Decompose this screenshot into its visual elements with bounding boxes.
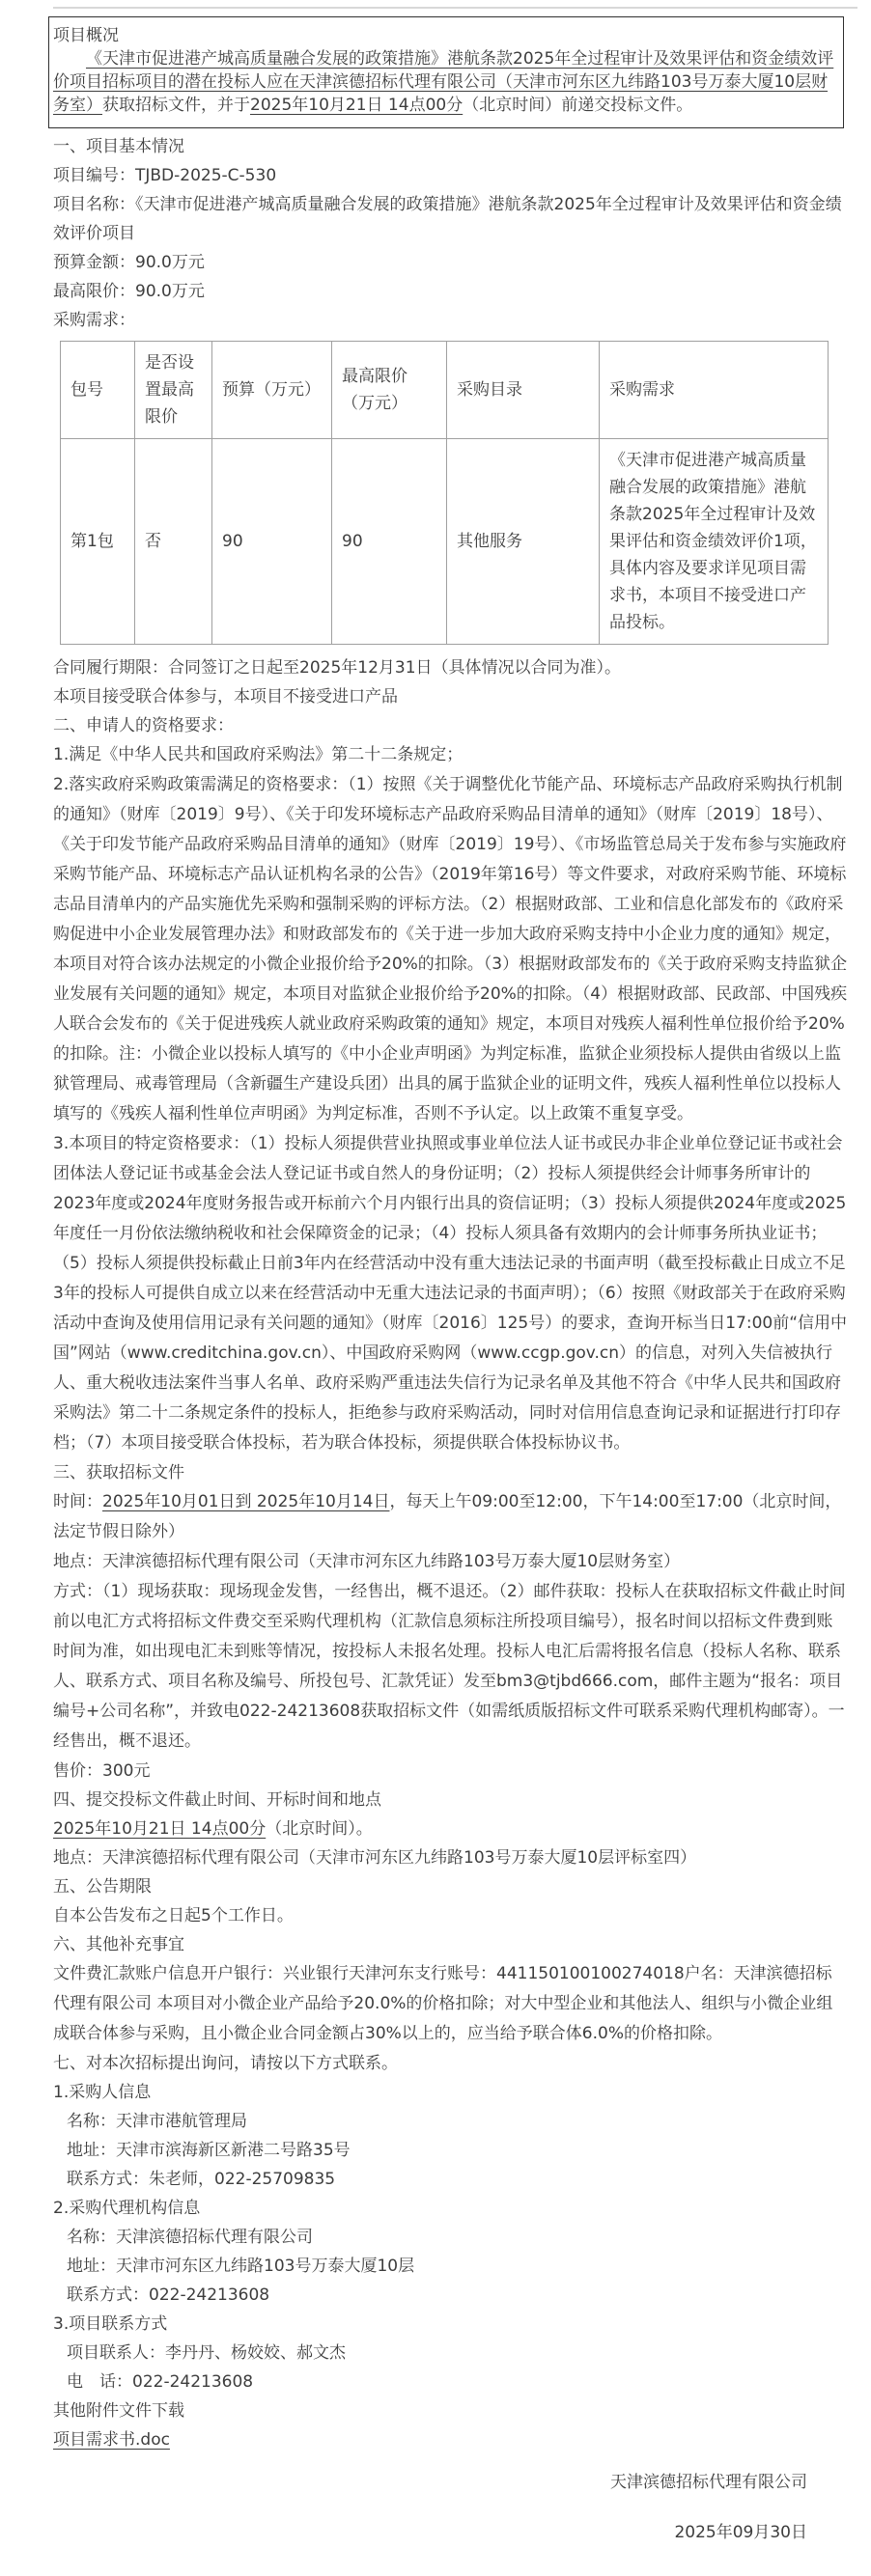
submission-deadline: [53, 1814, 848, 1843]
procurement-demand-label: 采购需求：: [53, 311, 135, 330]
announcement-period: 自本公告发布之日起5个工作日。: [53, 1906, 294, 1925]
purchaser-contact: 联系方式：朱老师，022-25709835: [67, 2170, 336, 2189]
section1-heading: 一、项目基本情况: [53, 137, 184, 156]
supplementary-info: 文件费汇款账户信息开户银行：兴业银行天津河东支行账号：441150100100274018户名：天津滨德招标代理有限公司 本项目对小微企业产品给予20.0%的价格扣除；对大中型企业和其他法人、组织与小微企业组成联合体参与采购，且小微企业合同金额占30%以上的，应当给予联合体6.0%的价格扣除。: [53, 1964, 833, 2043]
joint-venture-note: 本项目接受联合体参与，本项目不接受进口产品: [53, 687, 398, 706]
footer-date: 2025年09月30日: [674, 2523, 807, 2542]
overview-paragraph: [53, 47, 837, 117]
table-header-budget: 预算（万元）: [212, 342, 332, 439]
section7-heading: 七、对本次招标提出询问，请按以下方式联系。: [53, 2054, 398, 2073]
document-obtain-time: [53, 1487, 848, 1547]
cell-budget: 90: [212, 439, 332, 645]
purchaser-name: 名称：天津市港航管理局: [67, 2112, 247, 2131]
project-contact-phone: 电 话：022-24213608: [67, 2372, 254, 2392]
section4-heading: 四、提交投标文件截止时间、开标时间和地点: [53, 1790, 381, 1810]
budget-amount: 预算金额：90.0万元: [53, 253, 205, 272]
table-header-package: 包号: [61, 342, 135, 439]
cell-package: 第1包: [61, 439, 135, 645]
project-overview-box: [48, 16, 844, 128]
cell-demand: 《天津市促进港产城高质量融合发展的政策措施》港航条款2025年全过程审计及效果评估和资金绩效评价1项，具体内容及要求详见项目需求书，本项目不接受进口产品投标。: [600, 439, 829, 645]
table-header-max-price: 最高限价（万元）: [332, 342, 447, 439]
qualification-item-1: 1.满足《中华人民共和国政府采购法》第二十二条规定；: [53, 745, 464, 764]
contract-period: 合同履行期限：合同签订之日起至2025年12月31日（具体情况以合同为准）。: [53, 658, 622, 678]
purchaser-address: 地址：天津市滨海新区新港二号路35号: [67, 2141, 351, 2160]
table-header-row: [61, 342, 829, 439]
qualification-item-2: 2.落实政府采购政策需满足的资格要求：（1）按照《关于调整优化节能产品、环境标志产品政府采购执行机制的通知》（财库〔2019〕9号）、《关于印发环境标志产品政府采购品目清单的通知》（财库〔2019〕18号）、《关于印发节能产品政府采购品目清单的通知》（财库〔2019〕19号）、《市场监管总局关于发布参与实施政府采购节能产品、环境标志产品认证机构名录的公告》（2019年第16号）等文件要求，对政府采购节能、环境标志品目清单内的产品实施优先采购和强制采购的评标方法。（2）根据财政部、工业和信息化部发布的《政府采购促进中小企业发展管理办法》和财政部发布的《关于进一步加大政府采购支持中小企业力度的通知》规定，本项目对符合该办法规定的小微企业报价给予20%的扣除。（3）根据财政部发布的《关于政府采购支持监狱企业发展有关问题的通知》规定，本项目对监狱企业报价给予20%的扣除。（4）根据财政部、民政部、中国残疾人联合会发布的《关于促进残疾人就业政府采购政策的通知》规定，本项目对残疾人福利性单位报价给予20%的扣除。注：小微企业以投标人填写的《中小企业声明函》为判定标准，监狱企业须投标人提供由省级以上监狱管理局、戒毒管理局（含新疆生产建设兵团）出具的属于监狱企业的证明文件，残疾人福利性单位以投标人填写的《残疾人福利性单位声明函》为判定标准，否则不予认定。以上政策不重复享受。: [53, 775, 848, 1123]
document-obtain-location: 地点：天津滨德招标代理有限公司（天津市河东区九纬路103号万泰大厦10层财务室）: [53, 1552, 681, 1571]
overview-tail-text: （北京时间）前递交投标文件。: [463, 96, 693, 115]
project-contact-heading: 3.项目联系方式: [53, 2314, 168, 2334]
table-header-demand: 采购需求: [600, 342, 829, 439]
attachment-file-link[interactable]: 项目需求书.doc: [53, 2430, 170, 2450]
agency-info-heading: 2.采购代理机构信息: [53, 2199, 201, 2218]
submission-deadline-rest: （北京时间）。: [266, 1819, 373, 1839]
max-limit-price: 最高限价：90.0万元: [53, 282, 205, 301]
cell-has-max-price: 否: [135, 439, 212, 645]
purchaser-info-heading: 1.采购人信息: [53, 2083, 152, 2102]
submission-deadline-underlined: 2025年10月21日 14点00分: [53, 1819, 267, 1839]
bid-deadline-underlined: 2025年10月21日 14点00分: [250, 96, 464, 115]
document-price: 售价：300元: [53, 1761, 151, 1781]
cell-catalog: 其他服务: [447, 439, 600, 645]
project-contact-persons: 项目联系人：李丹丹、杨姣姣、郝文杰: [67, 2343, 346, 2363]
cell-max-price: 90: [332, 439, 447, 645]
table-header-has-max-price: 是否设置最高限价: [135, 342, 212, 439]
table-header-catalog: 采购目录: [447, 342, 600, 439]
procurement-table: [60, 341, 829, 645]
section6-heading: 六、其他补充事宜: [53, 1935, 184, 1954]
footer-agency-name: 天津滨德招标代理有限公司: [610, 2473, 807, 2492]
section2-heading: 二、申请人的资格要求：: [53, 716, 234, 735]
attachment-link-row: [53, 2425, 848, 2454]
agency-contact: 联系方式：022-24213608: [67, 2285, 270, 2305]
agency-name: 名称：天津滨德招标代理有限公司: [67, 2228, 313, 2247]
agency-address: 地址：天津市河东区九纬路103号万泰大厦10层: [67, 2257, 415, 2276]
bid-opening-location: 地点：天津滨德招标代理有限公司（天津市河东区九纬路103号万泰大厦10层评标室四）: [53, 1848, 697, 1868]
section5-heading: 五、公告期限: [53, 1877, 152, 1897]
project-name: 项目名称：《天津市促进港产城高质量融合发展的政策措施》港航条款2025年全过程审计及效果评估和资金绩效评价项目: [53, 195, 842, 243]
document-obtain-method: 方式：（1）现场获取：现场现金发售，一经售出，概不退还。（2）邮件获取：投标人在获取招标文件截止时间前以电汇方式将招标文件费交至采购代理机构（汇款信息须标注所投项目编号），报名时间以招标文件费到账时间为准，如出现电汇未到账等情况，按投标人未报名处理。投标人电汇后需将报名信息（投标人名称、联系人、联系方式、项目名称及编号、所投包号、汇款凭证）发至bm3@tjbd666.com，邮件主题为“报名：项目编号+公司名称”，并致电022-24213608获取招标文件（如需纸质版招标文件可联系采购代理机构邮寄）。一经售出，概不退还。: [53, 1582, 846, 1751]
obtain-period-underlined: 2025年10月01日到 2025年10月14日: [102, 1492, 390, 1511]
obtain-time-rest: ，每天上午09:00至12:00，下午14:00至17:00（北京时间，法定节假日除外）: [53, 1492, 842, 1541]
table-row: [61, 439, 829, 645]
project-number: 项目编号：TJBD-2025-C-530: [53, 166, 277, 185]
overview-mid-text: 获取招标文件，并于: [102, 96, 250, 115]
overview-title: 项目概况: [53, 26, 119, 45]
top-divider: [53, 7, 857, 9]
qualification-item-3: 3.本项目的特定资格要求：（1）投标人须提供营业执照或事业单位法人证书或民办非企业单位登记证书或社会团体法人登记证书或基金会法人登记证书或自然人的身份证明；（2）投标人须提供经会计师事务所审计的2023年度或2024年度财务报告或开标前六个月内银行出具的资信证明；（3）投标人须提供2024年度或2025年度任一月份依法缴纳税收和社会保障资金的记录；（4）投标人须具备有效期内的会计师事务所执业证书；（5）投标人须提供投标截止日前3年内在经营活动中没有重大违法记录的书面声明（截至投标截止日成立不足3年的投标人可提供自成立以来在经营活动中无重大违法记录的书面声明）；（6）按照《财政部关于在政府采购活动中查询及使用信用记录有关问题的通知》（财库〔2016〕125号）的要求，查询开标当日17:00前“信用中国”网站（www.creditchina.gov.cn）、中国政府采购网（www.ccgp.gov.cn）的信息，对列入失信被执行人、重大税收违法案件当事人名单、政府采购严重违法失信行为记录名单及其他不符合《中华人民共和国政府采购法》第二十二条规定条件的投标人，拒绝参与政府采购活动，同时对信用信息查询记录和证据进行打印存档；（7）本项目接受联合体投标，若为联合体投标，须提供联合体投标协议书。: [53, 1134, 848, 1453]
section3-heading: 三、获取招标文件: [53, 1463, 184, 1482]
project-intro-underlined: 《天津市促进港产城高质量融合发展的政策措施》港航条款2025年全过程审计及效果评估和资金绩效评价项目招标项目的潜在投标人应在天津滨德招标代理有限公司（天津市河东区九纬路103号万泰大厦10层财务室）: [53, 49, 834, 115]
time-label: 时间：: [53, 1492, 102, 1511]
attachments-heading: 其他附件文件下载: [53, 2401, 184, 2421]
